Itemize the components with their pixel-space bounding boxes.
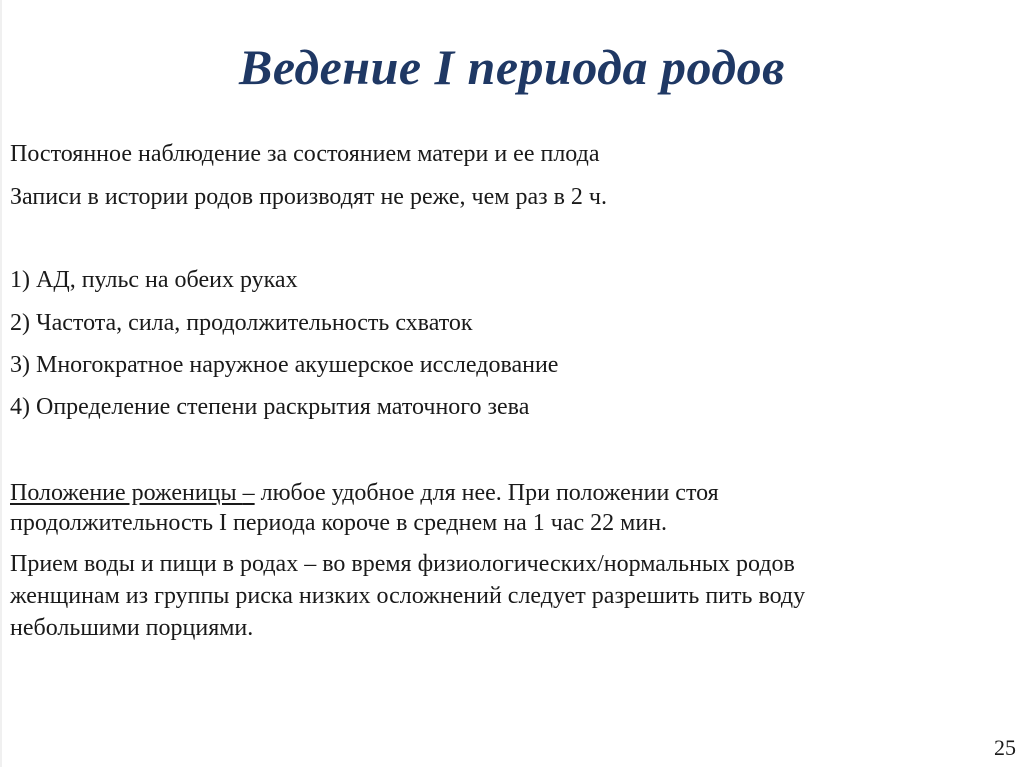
- slide-title: Ведение I периода родов: [239, 39, 785, 95]
- list-item-bp-pulse: 1) АД, пульс на обеих руках: [10, 267, 298, 293]
- position-dash: –: [242, 480, 255, 506]
- list-item-cervix-dilation: 4) Определение степени раскрытия маточного зева: [10, 394, 530, 420]
- list-item-external-exam: 3) Многократное наружное акушерское исследование: [10, 352, 559, 378]
- position-label: Положение роженицы: [10, 480, 243, 506]
- intro-line-observation: Постоянное наблюдение за состоянием матери и ее плода: [10, 141, 600, 167]
- position-text: любое удобное для нее. При положении стоя: [254, 480, 719, 506]
- position-paragraph-line-2: продолжительность I периода короче в среднем на 1 час 22 мин.: [10, 510, 668, 536]
- food-paragraph-line-2: женщинам из группы риска низких осложнений следует разрешить пить воду: [10, 583, 806, 609]
- food-paragraph-line-1: Прием воды и пищи в родах – во время физиологических/нормальных родов: [10, 551, 795, 577]
- food-paragraph-line-3: небольшими порциями.: [10, 615, 254, 641]
- position-paragraph-line-1: [10, 477, 719, 509]
- intro-line-records: Записи в истории родов производят не реже, чем раз в 2 ч.: [10, 184, 607, 210]
- list-item-contractions: 2) Частота, сила, продолжительность схваток: [10, 310, 473, 336]
- page-number: 25: [994, 735, 1016, 760]
- slide-edge: [0, 0, 2, 767]
